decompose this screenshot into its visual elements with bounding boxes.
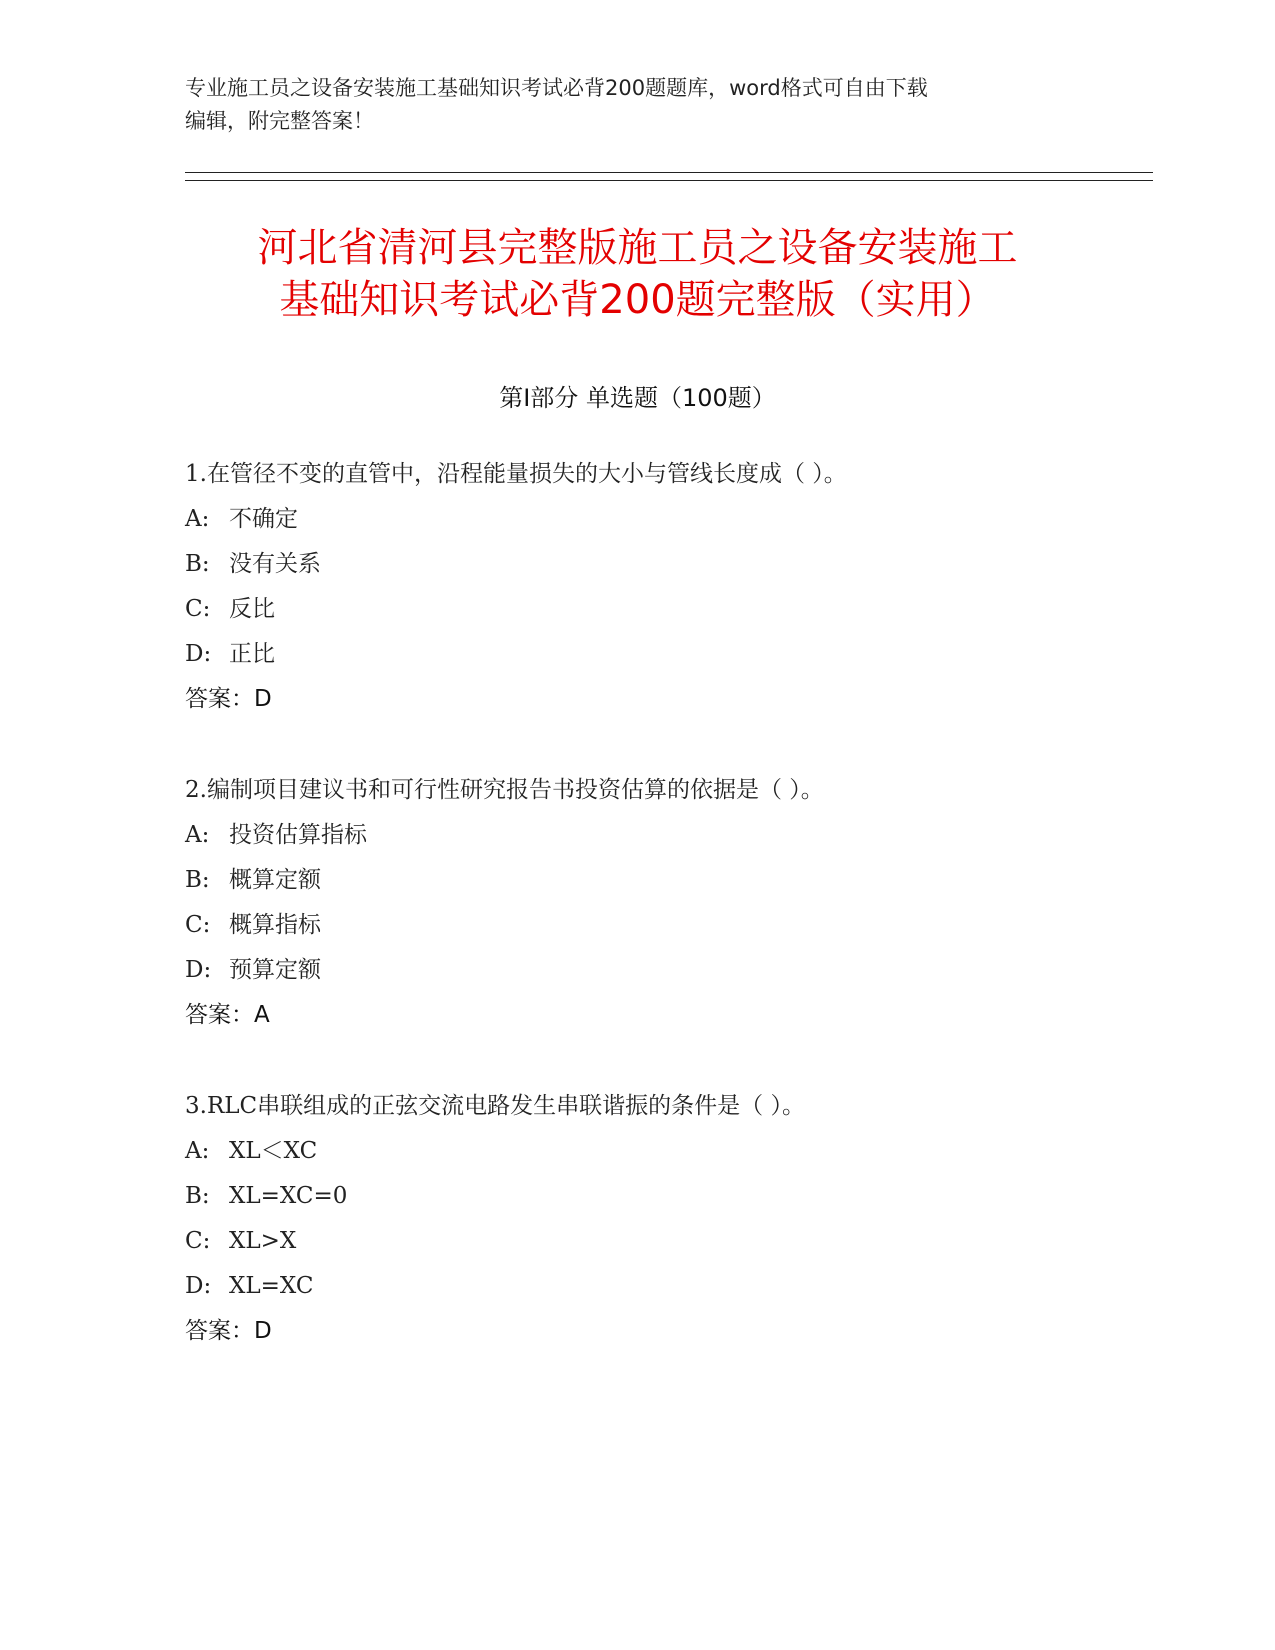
option-text: XL＜XC bbox=[229, 1138, 318, 1164]
document-title bbox=[150, 222, 1125, 326]
answer: 答案：A bbox=[185, 1002, 270, 1028]
option-a bbox=[185, 1129, 1135, 1174]
option-letter: B: bbox=[185, 867, 210, 893]
option-letter: C: bbox=[185, 596, 211, 622]
option-letter: A: bbox=[185, 1138, 210, 1164]
option-d bbox=[185, 1264, 1135, 1309]
option-text: 概算指标 bbox=[229, 912, 321, 938]
answer: 答案：D bbox=[185, 1318, 272, 1344]
header-line-2: 编辑，附完整答案！ bbox=[185, 109, 374, 133]
header-line-1: 专业施工员之设备安装施工基础知识考试必背200题题库，word格式可自由下载 bbox=[185, 76, 928, 100]
section-title: 第Ⅰ部分 单选题（100题） bbox=[499, 384, 776, 412]
option-c bbox=[185, 1219, 1135, 1264]
option-c bbox=[185, 903, 1135, 948]
option-a bbox=[185, 813, 1135, 858]
option-text: 不确定 bbox=[229, 506, 298, 532]
question-2 bbox=[185, 768, 1135, 1038]
option-text: 正比 bbox=[229, 641, 275, 667]
option-letter: A: bbox=[185, 506, 210, 532]
option-letter: B: bbox=[185, 551, 210, 577]
header-divider-thick bbox=[185, 172, 1153, 173]
option-text: XL=XC bbox=[229, 1273, 314, 1299]
option-text: 投资估算指标 bbox=[229, 822, 367, 848]
option-b bbox=[185, 1174, 1135, 1219]
option-a bbox=[185, 497, 1135, 542]
option-d bbox=[185, 632, 1135, 677]
question-3 bbox=[185, 1084, 1135, 1354]
document-title-line-2: 基础知识考试必背200题完整版（实用） bbox=[279, 277, 996, 323]
answer: 答案：D bbox=[185, 686, 272, 712]
option-b bbox=[185, 858, 1135, 903]
option-text: 预算定额 bbox=[229, 957, 321, 983]
document-title-line-1: 河北省清河县完整版施工员之设备安装施工 bbox=[257, 225, 1018, 271]
option-letter: D: bbox=[185, 641, 212, 667]
question-1 bbox=[185, 452, 1135, 722]
option-letter: C: bbox=[185, 1228, 211, 1254]
question-stem: 3.RLC串联组成的正弦交流电路发生串联谐振的条件是（ ）。 bbox=[185, 1093, 805, 1119]
option-text: 反比 bbox=[229, 596, 275, 622]
option-text: XL>X bbox=[229, 1228, 297, 1254]
page-header bbox=[185, 72, 1085, 138]
option-text: 没有关系 bbox=[229, 551, 321, 577]
option-letter: D: bbox=[185, 957, 212, 983]
question-stem: 1.在管径不变的直管中，沿程能量损失的大小与管线长度成（ ）。 bbox=[185, 461, 847, 487]
option-b bbox=[185, 542, 1135, 587]
option-text: 概算定额 bbox=[229, 867, 321, 893]
option-d bbox=[185, 948, 1135, 993]
question-stem: 2.编制项目建议书和可行性研究报告书投资估算的依据是（ ）。 bbox=[185, 777, 824, 803]
option-c bbox=[185, 587, 1135, 632]
option-letter: A: bbox=[185, 822, 210, 848]
header-divider-thin bbox=[185, 180, 1153, 181]
option-text: XL=XC=0 bbox=[229, 1183, 348, 1209]
option-letter: B: bbox=[185, 1183, 210, 1209]
option-letter: C: bbox=[185, 912, 211, 938]
option-letter: D: bbox=[185, 1273, 212, 1299]
